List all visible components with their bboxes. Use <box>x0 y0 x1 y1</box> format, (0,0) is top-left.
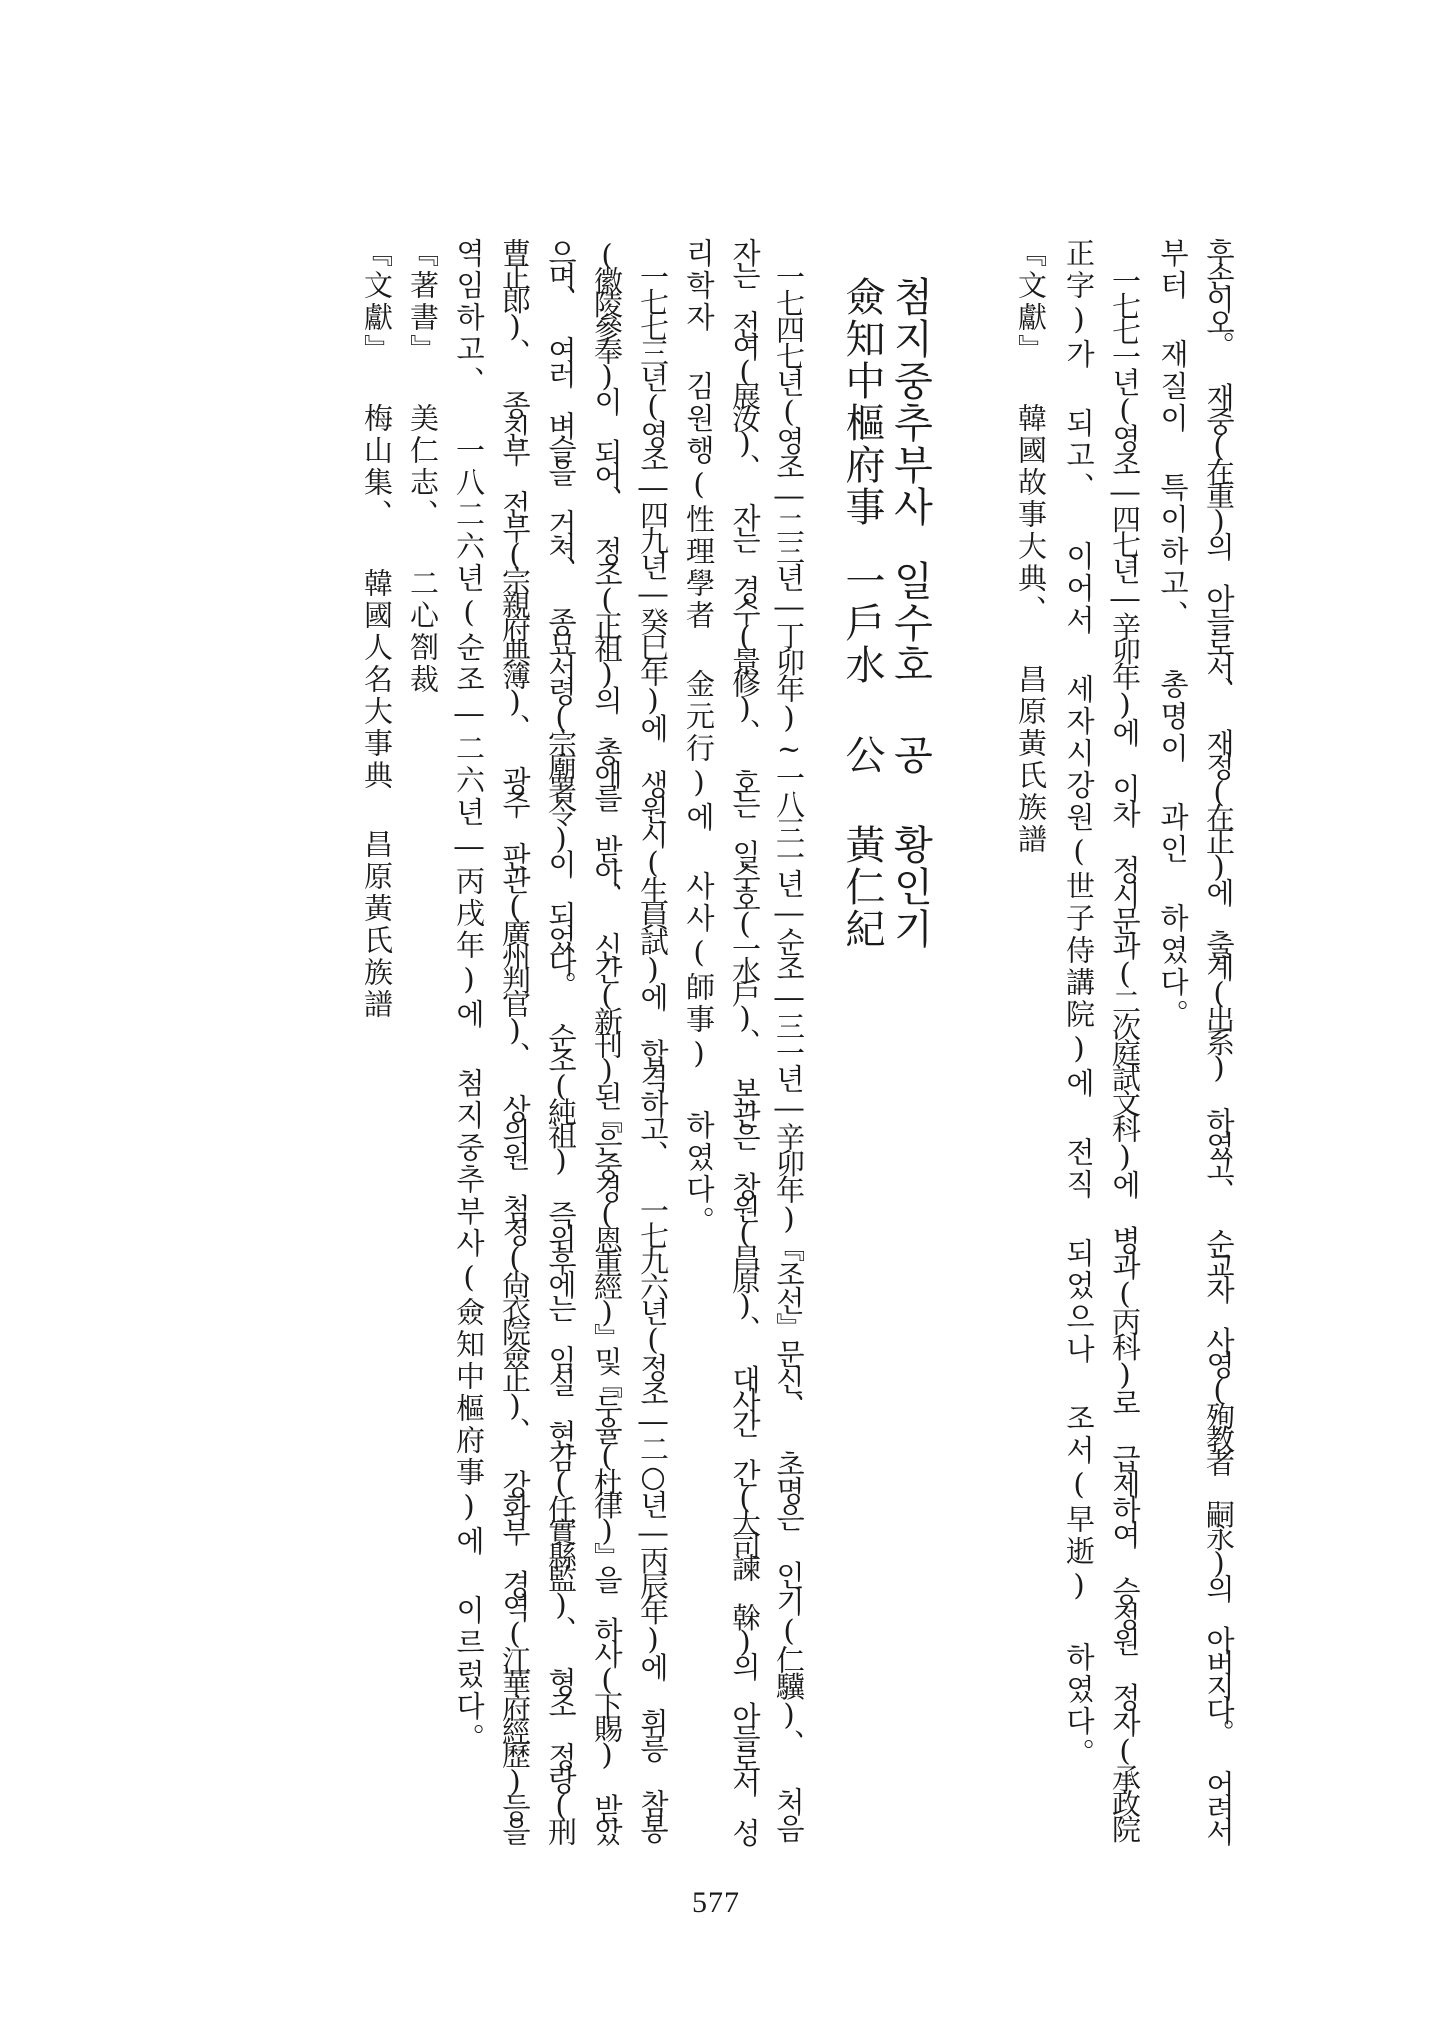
works-citation: 『著書』 美仁志、 二心劄裁 <box>406 238 440 696</box>
text-column: 一七七三년(영조―四九년―癸巳年)에 생원시(生員試)에 합격하고、 一七九六년(정조―二○년―丙辰年)에 휘릉 참봉 <box>636 262 670 1841</box>
text-column: 후손이오。 재중(在重)의 아들로서、 재정(在正)에 출계(出系) 하였고、 순교자 사영(殉教者 嗣永)의 아버지다。 어려서 <box>1202 238 1236 1841</box>
page-number: 577 <box>692 1886 740 1919</box>
text-column: 부터 재질이 특이하고、 총명이 과인 하였다。 <box>1156 238 1190 1031</box>
source-citation: 『文獻』 梅山集、 韓國人名大事典 昌原黃氏族譜 <box>360 238 394 1021</box>
heading-title-hanja-right: 一戶水 公 黃仁紀 <box>839 560 885 950</box>
text-column: 一七四七년(영조―二三년―丁卯年)~一八三一년―순조―三一년―辛卯年)『조선』문신、 초명은 인기(仁驥)、 처음 <box>772 262 806 1841</box>
text-column: (徽陵參奉)이 되어、 정조(正祖)의 총애를 받아、 신간(新刊)된『은중경(恩重經)』및『두율(杜律)』을 하사(下賜) 받았 <box>590 238 624 1840</box>
text-column: 正字)가 되고、 이어서 세자시강원(世子侍講院)에 전직 되었으나 조서(早逝) 하였다。 <box>1062 238 1096 1770</box>
heading-title-korean-right: 일수호 공 황인기 <box>887 560 933 950</box>
text-column: 으며、 여러 벼슬을 거쳐、 종묘서령(宗廟署令)이 되었다。 순조(純祖) 즉위후에는 임실 현감(任實縣監)、 형조 정랑(刑 <box>544 238 578 1841</box>
text-column: 一七七一년(영조―四七년―辛卯年)에 이차 정시문과(二次庭試文科)에 병과(丙科)로 급제하여 승정원 정자(承政院 <box>1108 266 1142 1841</box>
text-column: 리학자 김원행(性理學者 金元行)에 사사(師事) 하였다。 <box>682 238 716 1238</box>
heading-title-korean-left: 첨지중추부사 <box>887 276 933 528</box>
text-column: 자는 전여(展汝)、 자는 경수(景修)、 호는 일수호(一水戶)、 본관은 창원(昌原)、 대사간 간(大司諫 榦)의 아들로서 성 <box>728 238 762 1841</box>
heading-title-hanja-left: 僉知中樞府事 <box>839 276 885 528</box>
source-citation: 『文獻』 韓國故事大典、 昌原黃氏族譜 <box>1014 238 1048 856</box>
text-column: 역임하고、 一八二六년(순조―二六년―丙戌年)에 첨지중추부사(僉知中樞府事)에 이르렀다。 <box>452 238 486 1755</box>
text-column: 曹正郎)、 종친부 전부(宗親府典簿)、 광주 판관(廣州判官)、 상의원 첨정(尙衣院僉正)、 강화부 경역(江華府經歷)등을 <box>498 238 532 1840</box>
